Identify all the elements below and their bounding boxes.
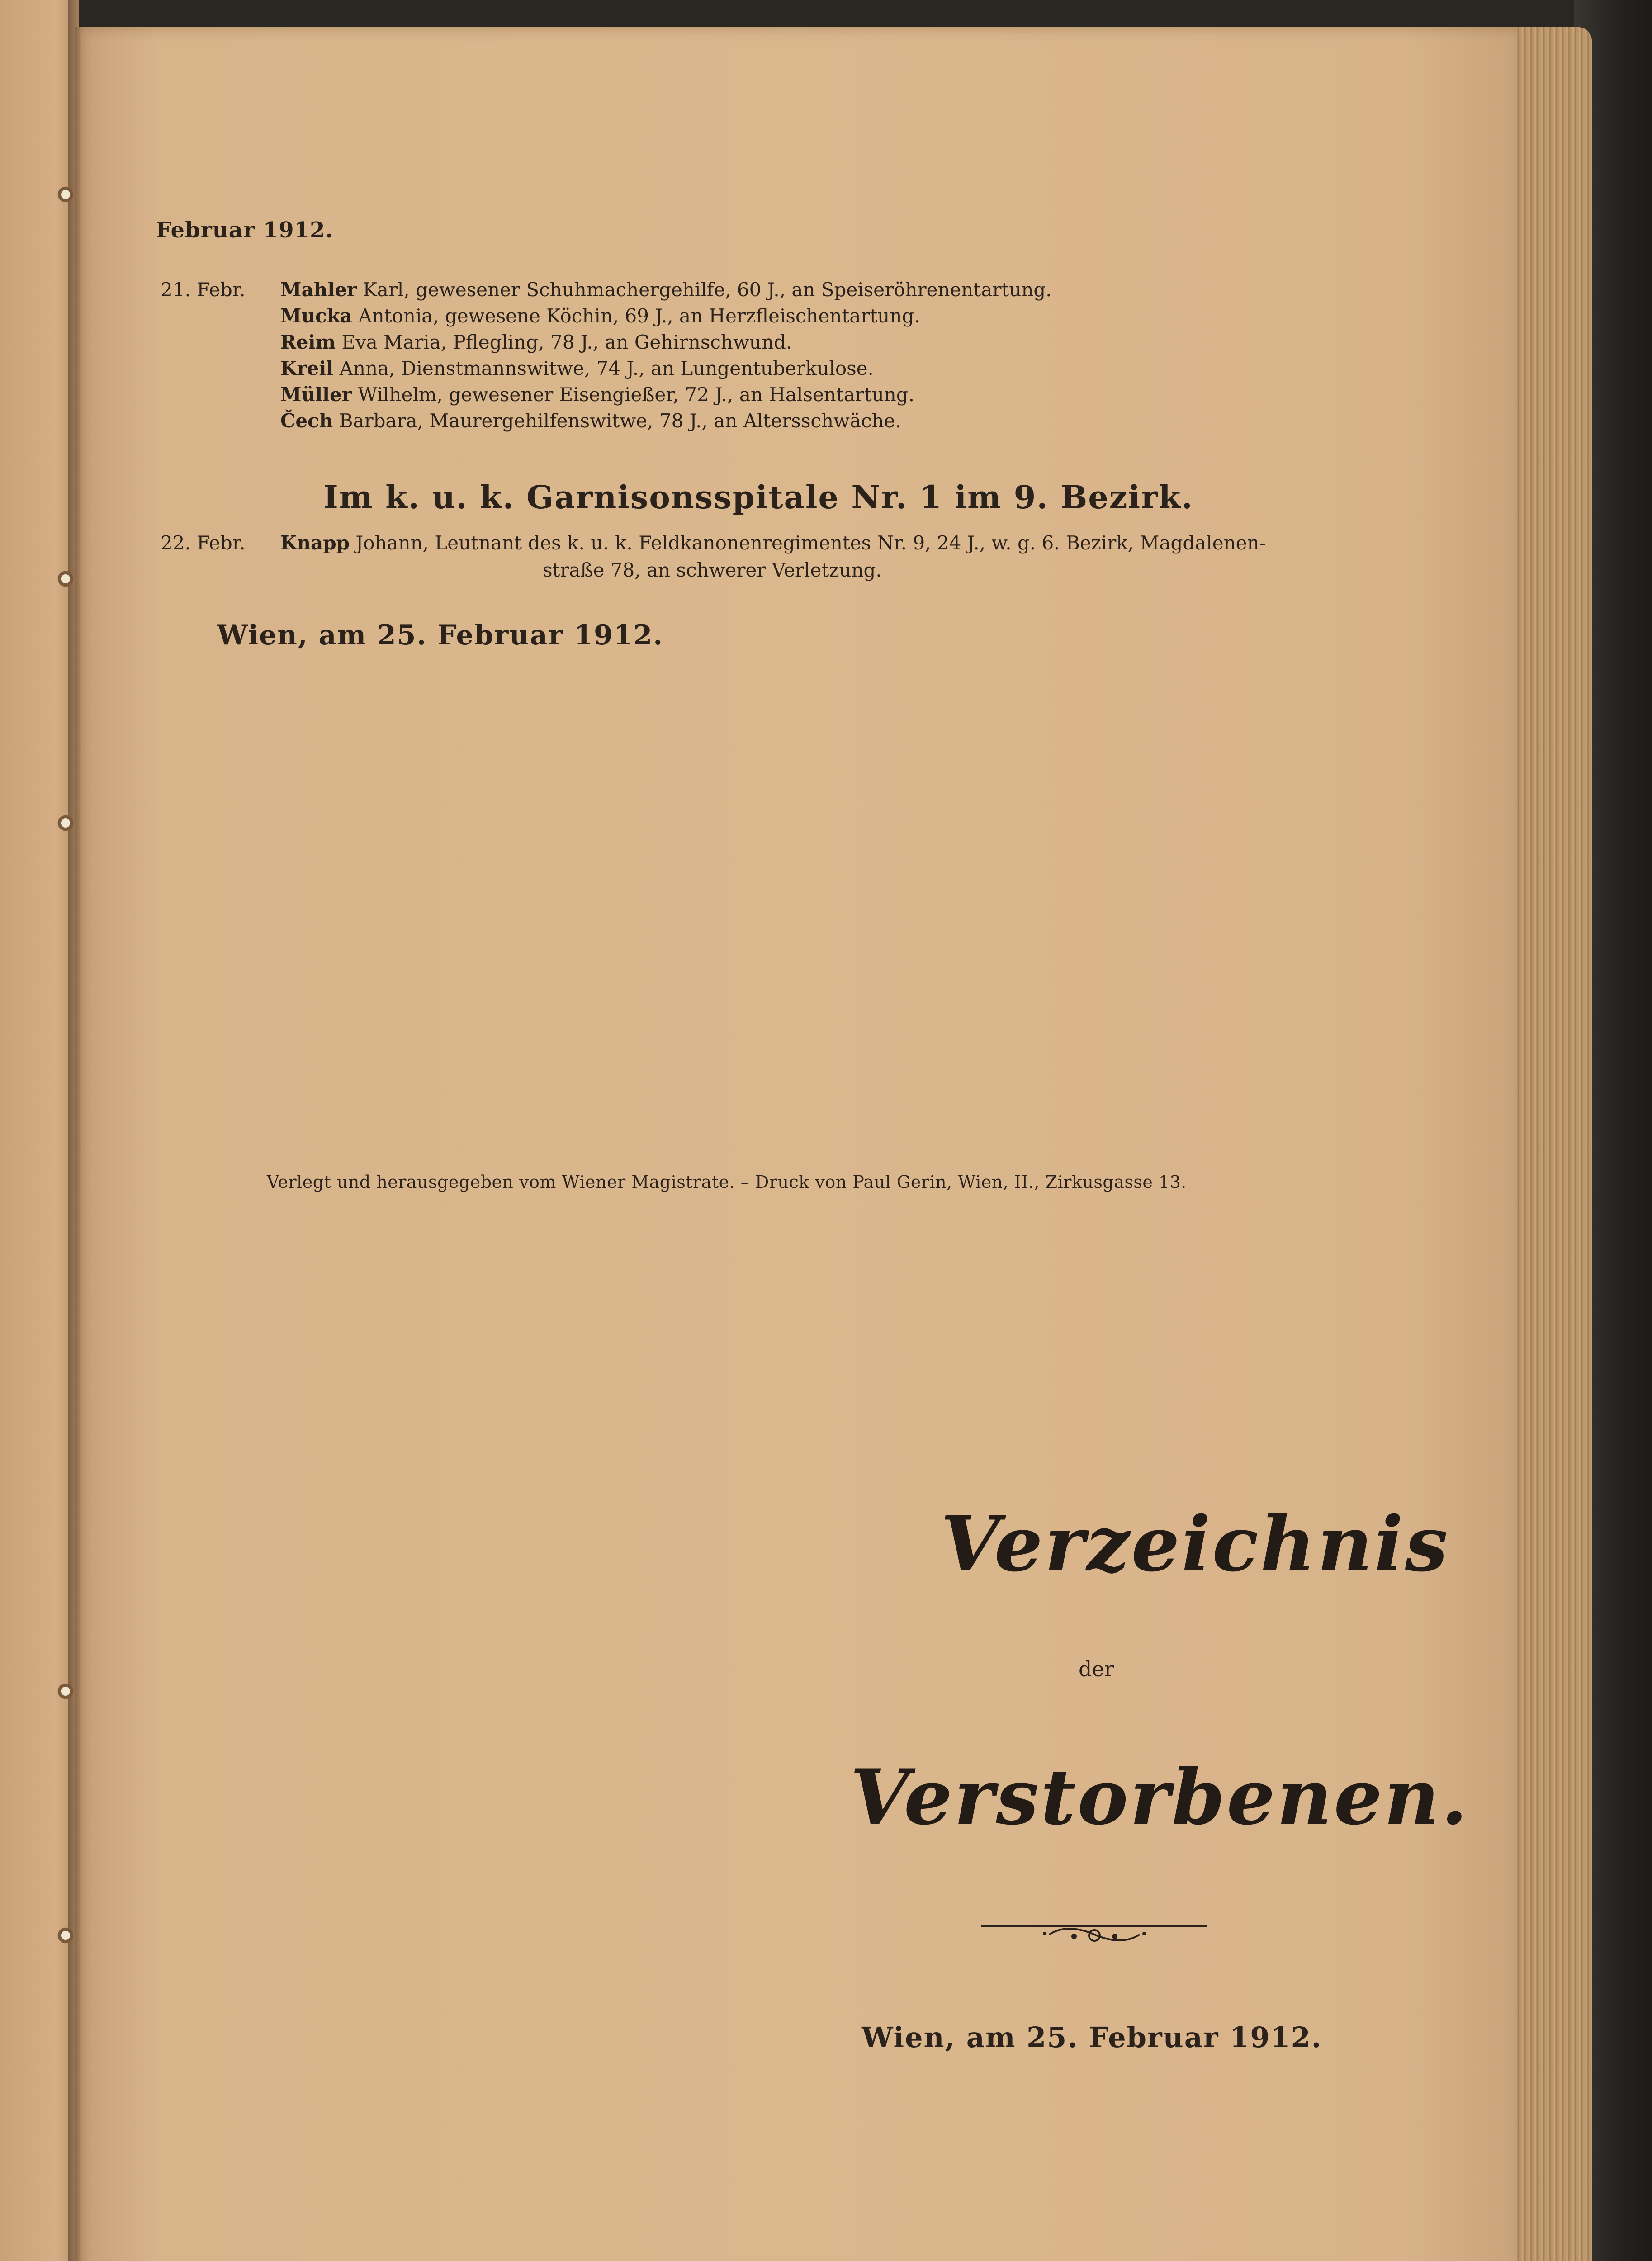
death-entry	[280, 359, 874, 378]
entry-continuation: straße 78, an schwerer Verletzung.	[543, 559, 882, 581]
entry-surname: Mahler	[280, 279, 357, 301]
entry-text: Wilhelm, gewesener Eisengießer, 72 J., an Halsentartung.	[358, 383, 915, 406]
entry-surname: Čech	[280, 410, 333, 432]
section-heading: Im k. u. k. Garnisonsspitale Nr. 1 im 9. Bezirk.	[323, 478, 1193, 516]
entry-surname: Müller	[280, 383, 352, 406]
stitch-hole	[57, 185, 75, 203]
entry-text: Barbara, Maurergehilfenswitwe, 78 J., an Altersschwäche.	[339, 410, 901, 432]
ornament-divider	[981, 1913, 1207, 1949]
entry-surname: Reim	[280, 331, 336, 353]
cover-title-verzeichnis: Verzeichnis	[941, 1499, 1450, 1589]
stitch-hole	[57, 570, 75, 588]
cover-date: Wien, am 25. Februar 1912.	[862, 2021, 1322, 2054]
entry-date: 21. Febr.	[161, 279, 246, 301]
stitch-hole	[57, 1682, 75, 1700]
death-entry	[280, 333, 792, 352]
entry-surname: Mucka	[280, 305, 352, 327]
gutter-shadow	[68, 0, 81, 2261]
death-entry	[280, 412, 901, 430]
entry-text: Johann, Leutnant des k. u. k. Feldkanonenregimentes Nr. 9, 24 J., w. g. 6. Bezirk, Magdalenen-	[355, 532, 1266, 554]
death-entry	[280, 534, 1266, 553]
page-header-month: Februar 1912.	[156, 218, 334, 243]
stitch-hole	[57, 1926, 75, 1944]
stitch-hole	[57, 814, 75, 832]
cover-title-verstorbenen: Verstorbenen.	[850, 1752, 1470, 1842]
printer-imprint: Verlegt und herausgegeben vom Wiener Magistrate. – Druck von Paul Gerin, Wien, II., Zirkusgasse 13.	[267, 1172, 1187, 1192]
entry-text: Karl, gewesener Schuhmachergehilfe, 60 J., an Speiseröhrenentartung.	[363, 279, 1052, 301]
entry-surname: Kreil	[280, 357, 334, 379]
entry-date: 22. Febr.	[161, 532, 246, 554]
death-entry	[280, 307, 920, 326]
entry-text: Antonia, gewesene Köchin, 69 J., an Herzfleischentartung.	[358, 305, 920, 327]
cover-der: der	[1079, 1657, 1114, 1681]
entry-text: Anna, Dienstmannswitwe, 74 J., an Lungentuberkulose.	[339, 357, 874, 379]
death-entry	[280, 280, 1052, 299]
death-entry	[280, 385, 914, 404]
entry-text: Eva Maria, Pflegling, 78 J., an Gehirnschwund.	[341, 331, 792, 353]
closing-place-date: Wien, am 25. Februar 1912.	[217, 620, 664, 651]
left-page-edge	[0, 0, 79, 2261]
entry-surname: Knapp	[280, 532, 350, 554]
